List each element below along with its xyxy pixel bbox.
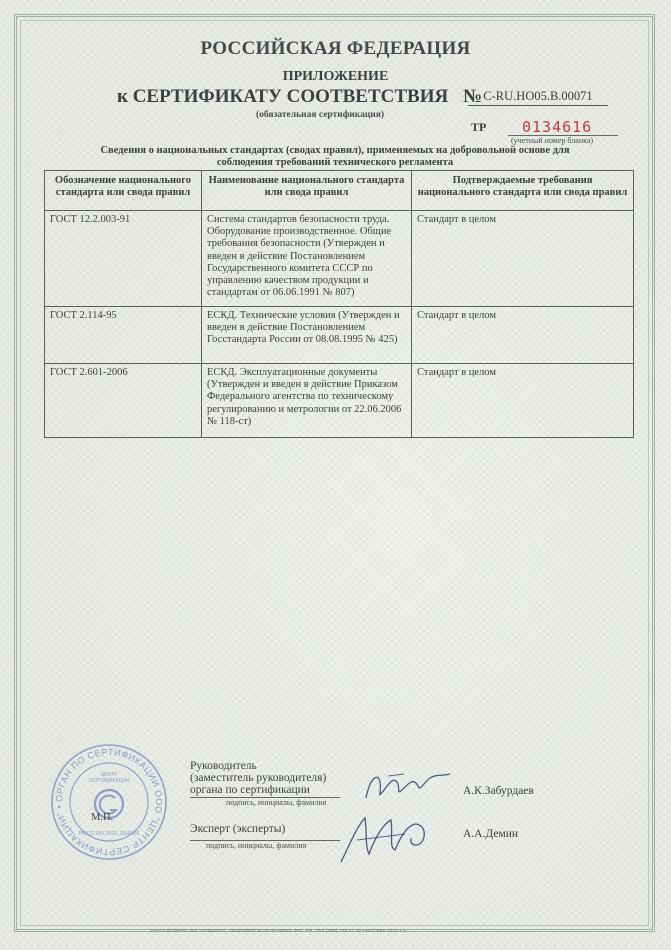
printer-footer: ЗАКАЗ ВОЗВРАТ 000 «ОПЦИОН», ЛИЦЕНЗИЯ № 05-05-09/003 ФНС РФ, ТЕЛ.(495) 726 47 42 • МОСКВА 2012 • А (150, 928, 406, 933)
head-signature (358, 768, 458, 808)
table-row (45, 211, 634, 307)
expert-name: А.А.Демин (463, 828, 519, 840)
number-sign: № (462, 86, 483, 107)
standard-name: Система стандартов безопасности труда. Оборудование производственное. Общие требования безопасности (Утвержден и введен в действие Постановлением Государственного комитета СССР по управлению качеством продукции и стандартам от 06.06.1991 № 807) (202, 211, 412, 307)
annex-title: ПРИЛОЖЕНИЕ (282, 69, 389, 84)
head-title-line1: Руководитель (190, 760, 257, 772)
country-title: РОССИЙСКАЯ ФЕДЕРАЦИЯ (200, 38, 471, 59)
standard-name: ЕСКД. Технические условия (Утвержден и введен в действие Постановлением Госстандарта России от 08.08.1995 № 425) (202, 307, 412, 364)
certificate-title-text: к СЕРТИФИКАТУ СООТВЕТСТВИЯ (117, 86, 449, 107)
svg-text:ЦЕНТР: ЦЕНТР (100, 772, 118, 778)
standards-table (44, 170, 634, 438)
head-signatory-title (190, 760, 326, 796)
head-title-line3: органа по сертификации (190, 784, 310, 796)
certificate-title (117, 86, 482, 108)
expert-signature-caption: подпись, инициалы, фамилия (206, 841, 307, 850)
header-name: Наименование национального стандарта или свода правил (202, 171, 412, 211)
table-row (45, 364, 634, 438)
svg-text:ОРГАН ПО СЕРТИФИКАЦИИ ООО "ЦЕН: ОРГАН ПО СЕРТИФИКАЦИИ ООО "ЦЕНТР СЕРТИФИКАЦИИ" • (53, 746, 165, 858)
form-serial-number: 0134616 (522, 118, 593, 136)
standard-code: ГОСТ 12.2.003-91 (45, 211, 202, 307)
standard-name: ЕСКД. Эксплуатационные документы (Утвержден и введен в действие Приказом Федерального агентства по техническому регулированию и метрологии от 22.06.2006 № 118-ст) (202, 364, 412, 438)
head-title-line2: (заместитель руководителя) (190, 772, 327, 784)
svg-text:СЕРТИФИКАЦИИ: СЕРТИФИКАЦИИ (88, 778, 130, 784)
stamp-place-label: М.П. (91, 812, 114, 823)
standard-code: ГОСТ 2.114-95 (45, 307, 202, 364)
standards-intro: Сведения о национальных стандартах (сводах правил), применяемых на добровольной основе для соблюдения требований технического регламента (100, 145, 570, 168)
table-row (45, 307, 634, 364)
certificate-number: C-RU.HO05.B.00071 (468, 89, 608, 106)
standard-code: ГОСТ 2.601-2006 (45, 364, 202, 438)
standard-requirement: Стандарт в целом (412, 211, 634, 307)
table-header-row (45, 171, 634, 211)
header-requirement: Подтверждаемые требования национального стандарта или свода правил (412, 171, 634, 211)
certification-body-seal (49, 742, 169, 862)
expert-label: Эксперт (эксперты) (190, 823, 286, 835)
standard-requirement: Стандарт в целом (412, 364, 634, 438)
head-signatory-name: А.К.Забурдаев (463, 785, 534, 797)
header-code: Обозначение национального стандарта или свода правил (45, 171, 202, 211)
svg-text:РОСС RU.0001.11НО05: РОСС RU.0001.11НО05 (78, 831, 140, 837)
expert-signature (335, 812, 445, 867)
head-signature-caption: подпись, инициалы, фамилия (226, 798, 327, 807)
form-number-caption: (учетный номер бланка) (511, 136, 594, 145)
tr-label: ТР (471, 120, 487, 134)
certificate-subtitle: (обязательная сертификация) (256, 110, 385, 120)
standard-requirement: Стандарт в целом (412, 307, 634, 364)
